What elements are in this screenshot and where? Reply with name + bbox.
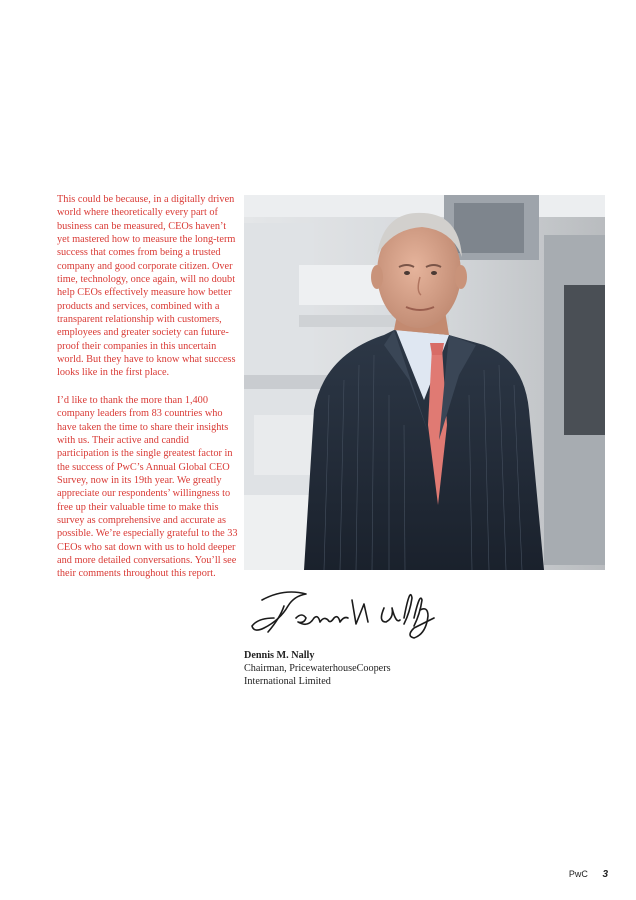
signatory-title: Chairman, PricewaterhouseCoopers International Limited — [244, 663, 391, 687]
intro-text-column — [57, 193, 239, 595]
signatory-name: Dennis M. Nally — [244, 650, 315, 661]
footer-brand: PwC — [568, 869, 588, 879]
handwritten-signature — [244, 578, 444, 644]
portrait-photo — [244, 195, 605, 570]
page-footer — [569, 869, 608, 880]
page-number: 3 — [602, 869, 608, 880]
paragraph-2: I’d like to thank the more than 1,400 company leaders from 83 countries who have taken the time to share their insights with us. Their active and candid participation is the single greatest factor in the success of PwC’s Annual Global CEO Survey, now in its 19th year. We greatly appreciate our respondents’ willingness to free up their valuable time to make this survey as comprehensive and accurate as possible. We’re especially grateful to the 33 CEOs who sat down with us to hold deeper and more detailed conversations. You’ll see their comments throughout this report. — [57, 394, 238, 580]
paragraph-1: This could be because, in a digitally driven world where theoretically every part of business can be measured, CEOs haven’t yet mastered how to measure the long-term success that comes from being a trusted company and good corporate citizen. Over time, technology, once again, will no doubt help CEOs effectively measure how better products and services, combined with a transparent relationship with customers, employees and greater society can future-proof their companies in this uncertain world. But they have to know what success looks like in the first place. — [57, 194, 236, 379]
